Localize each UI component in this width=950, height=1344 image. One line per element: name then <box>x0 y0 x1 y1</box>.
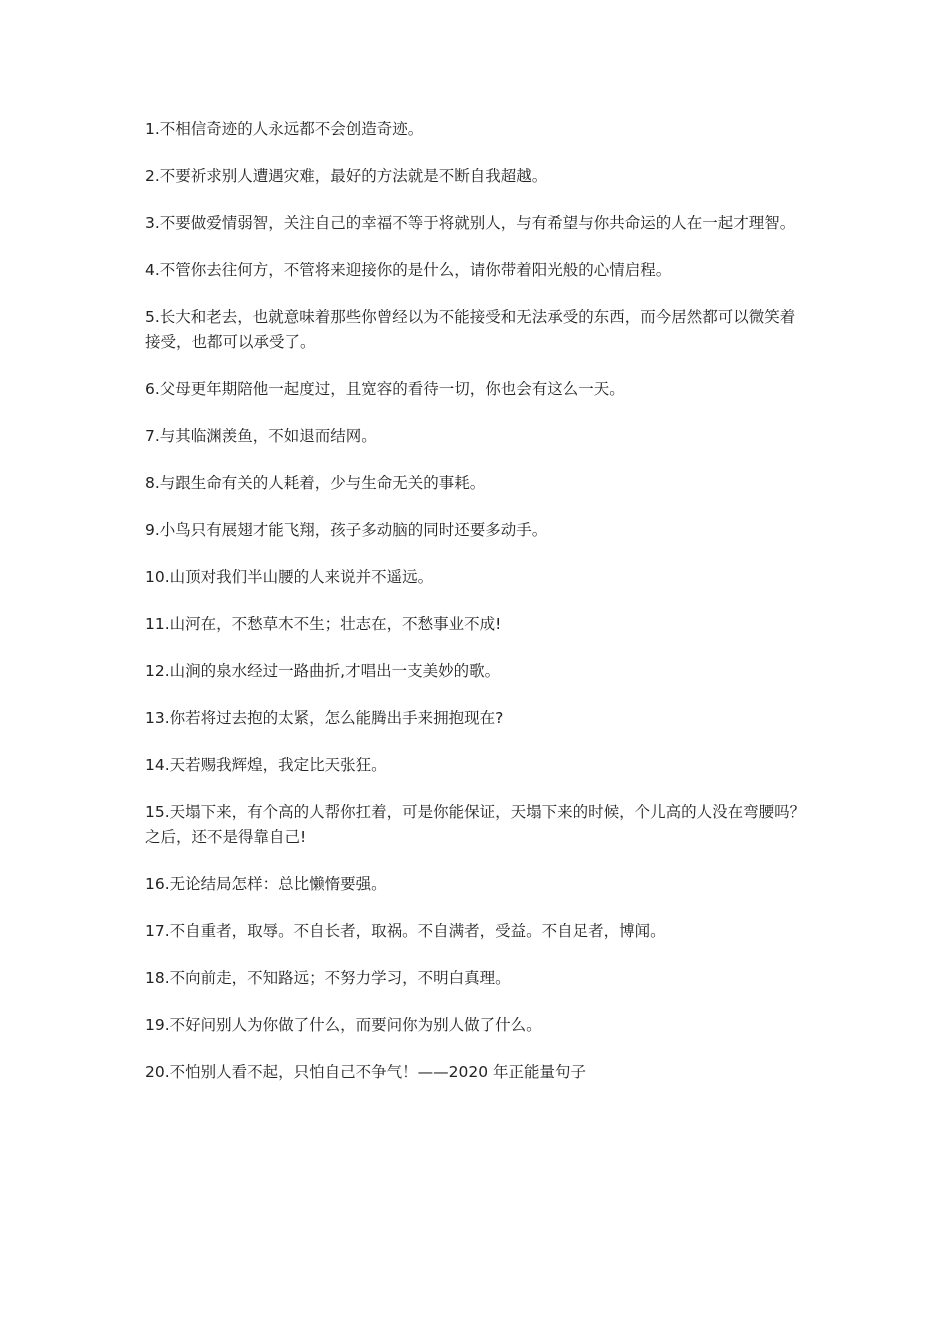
quote-1: 1.不相信奇迹的人永远都不会创造奇迹。 <box>145 120 424 138</box>
quote-17: 17.不自重者，取辱。不自长者，取祸。不自满者，受益。不自足者，博闻。 <box>145 922 666 940</box>
quote-10: 10.山顶对我们半山腰的人来说并不遥远。 <box>145 568 434 586</box>
quote-19: 19.不好问别人为你做了什么，而要问你为别人做了什么。 <box>145 1016 542 1034</box>
quote-13: 13.你若将过去抱的太紧，怎么能腾出手来拥抱现在? <box>145 709 504 727</box>
quote-4: 4.不管你去往何方，不管将来迎接你的是什么，请你带着阳光般的心情启程。 <box>145 261 672 279</box>
quote-8: 8.与跟生命有关的人耗着，少与生命无关的事耗。 <box>145 474 486 492</box>
quote-15: 15.天塌下来，有个高的人帮你扛着，可是你能保证，天塌下来的时候，个儿高的人没在弯腰吗？之后，还不是得靠自己! <box>145 803 806 846</box>
quote-11: 11.山河在，不愁草木不生；壮志在，不愁事业不成! <box>145 615 502 633</box>
quote-3: 3.不要做爱情弱智，关注自己的幸福不等于将就别人，与有希望与你共命运的人在一起才理智。 <box>145 214 796 232</box>
quote-20: 20.不怕别人看不起，只怕自己不争气！——2020 年正能量句子 <box>145 1063 587 1081</box>
quote-9: 9.小鸟只有展翅才能飞翔，孩子多动脑的同时还要多动手。 <box>145 521 548 539</box>
quote-2: 2.不要祈求别人遭遇灾难，最好的方法就是不断自我超越。 <box>145 167 548 185</box>
quote-7: 7.与其临渊羡鱼，不如退而结网。 <box>145 427 377 445</box>
quote-14: 14.天若赐我辉煌，我定比天张狂。 <box>145 756 387 774</box>
quote-18: 18.不向前走，不知路远；不努力学习，不明白真理。 <box>145 969 511 987</box>
quote-6: 6.父母更年期陪他一起度过，且宽容的看待一切，你也会有这么一天。 <box>145 380 625 398</box>
quote-list <box>145 117 810 1107</box>
quote-16: 16.无论结局怎样：总比懒惰要强。 <box>145 875 387 893</box>
quote-12: 12.山涧的泉水经过一路曲折,才唱出一支美妙的歌。 <box>145 662 501 680</box>
quote-5: 5.长大和老去，也就意味着那些你曾经以为不能接受和无法承受的东西，而今居然都可以微笑着接受，也都可以承受了。 <box>145 308 796 351</box>
